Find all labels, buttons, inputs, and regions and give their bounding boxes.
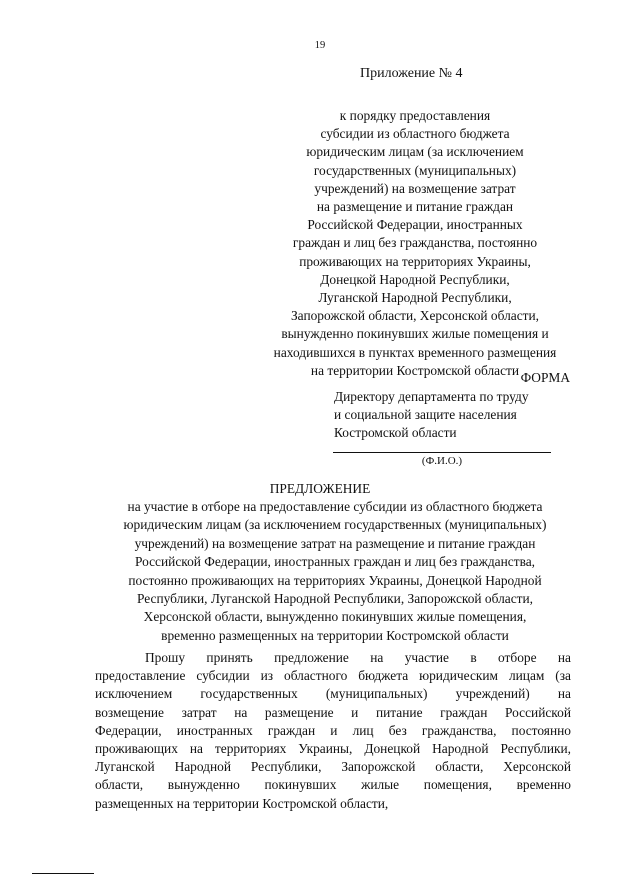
addressee-line: Директору департамента по труду [334,389,529,404]
addressee-line: и социальной защите населения [334,407,517,423]
appendix-line: юридическим лицам (за исключением [306,144,524,160]
appendix-line: к порядку предоставления [339,108,491,123]
body-line: Федерации, иностранных граждан и лиц без гражданства, постоянно [95,722,571,738]
addressee-line: Костромской области [334,425,457,441]
appendix-line: находившихся в пунктах временного размещения [273,344,557,360]
body-paragraph [95,649,571,813]
body-line: размещенных на территории Костромской области, [95,795,389,811]
fio-caption: (Ф.И.О.) [421,455,463,467]
appendix-line: Российской Федерации, иностранных [307,217,523,233]
appendix-line: вынужденно покинувших жилые помещения и [281,326,549,342]
footnote-separator [32,873,94,874]
appendix-line: Донецкой Народной Республики, [320,271,510,287]
body-line: возмещение затрат на размещение и питание граждан Российской [95,704,571,720]
proposal-title: ПРЕДЛОЖЕНИЕ [269,481,371,496]
proposal-subtitle-line: Херсонской области, вынужденно покинувших жилые помещения, [143,609,527,625]
page-number: 19 [314,40,326,51]
body-line: проживающих на территориях Украины, Донецкой Народной Республики, [95,741,571,757]
addressee-block [334,388,529,443]
proposal-subtitle-line: на участие в отборе на предоставление субсидии из областного бюджета [127,499,543,514]
body-line: области, вынужденно покинувших жилые помещения, временно [95,777,571,793]
body-line: Луганской Народной Республики, Запорожской области, Херсонской [95,759,571,775]
appendix-line: граждан и лиц без гражданства, постоянно [292,235,538,251]
form-label: ФОРМА [520,370,570,385]
appendix-line: на территории Костромской области [310,362,520,378]
appendix-line: государственных (муниципальных) [313,162,517,178]
appendix-line: Луганской Народной Республики, [318,290,512,306]
proposal-subtitle-line: Республики, Луганской Народной Республики, Запорожской области, [136,591,534,607]
fio-signature-line [333,452,551,453]
appendix-description [250,107,580,380]
body-line: исключением государственных (муниципальных) учреждений) на [95,686,571,702]
appendix-title: Приложение № 4 [360,66,463,81]
body-line: Прошу принять предложение на участие в отборе на [145,650,571,665]
appendix-line: Запорожской области, Херсонской области, [290,308,540,324]
appendix-line: субсидии из областного бюджета [320,126,510,142]
appendix-line: учреждений) на возмещение затрат [314,180,516,196]
proposal-subtitle [95,498,575,645]
proposal-subtitle-line: постоянно проживающих на территориях Украины, Донецкой Народной [128,572,542,588]
proposal-subtitle-line: учреждений) на возмещение затрат на размещение и питание граждан [134,535,536,551]
appendix-line: на размещение и питание граждан [316,199,514,215]
proposal-subtitle-line: временно размещенных на территории Костромской области [161,627,509,643]
proposal-subtitle-line: Российской Федерации, иностранных граждан и лиц без гражданства, [134,554,536,570]
body-line: предоставление субсидии из областного бюджета юридическим лицам (за [95,668,571,684]
proposal-subtitle-line: юридическим лицам (за исключением государственных (муниципальных) [123,517,547,533]
appendix-line: проживающих на территориях Украины, [299,253,531,269]
